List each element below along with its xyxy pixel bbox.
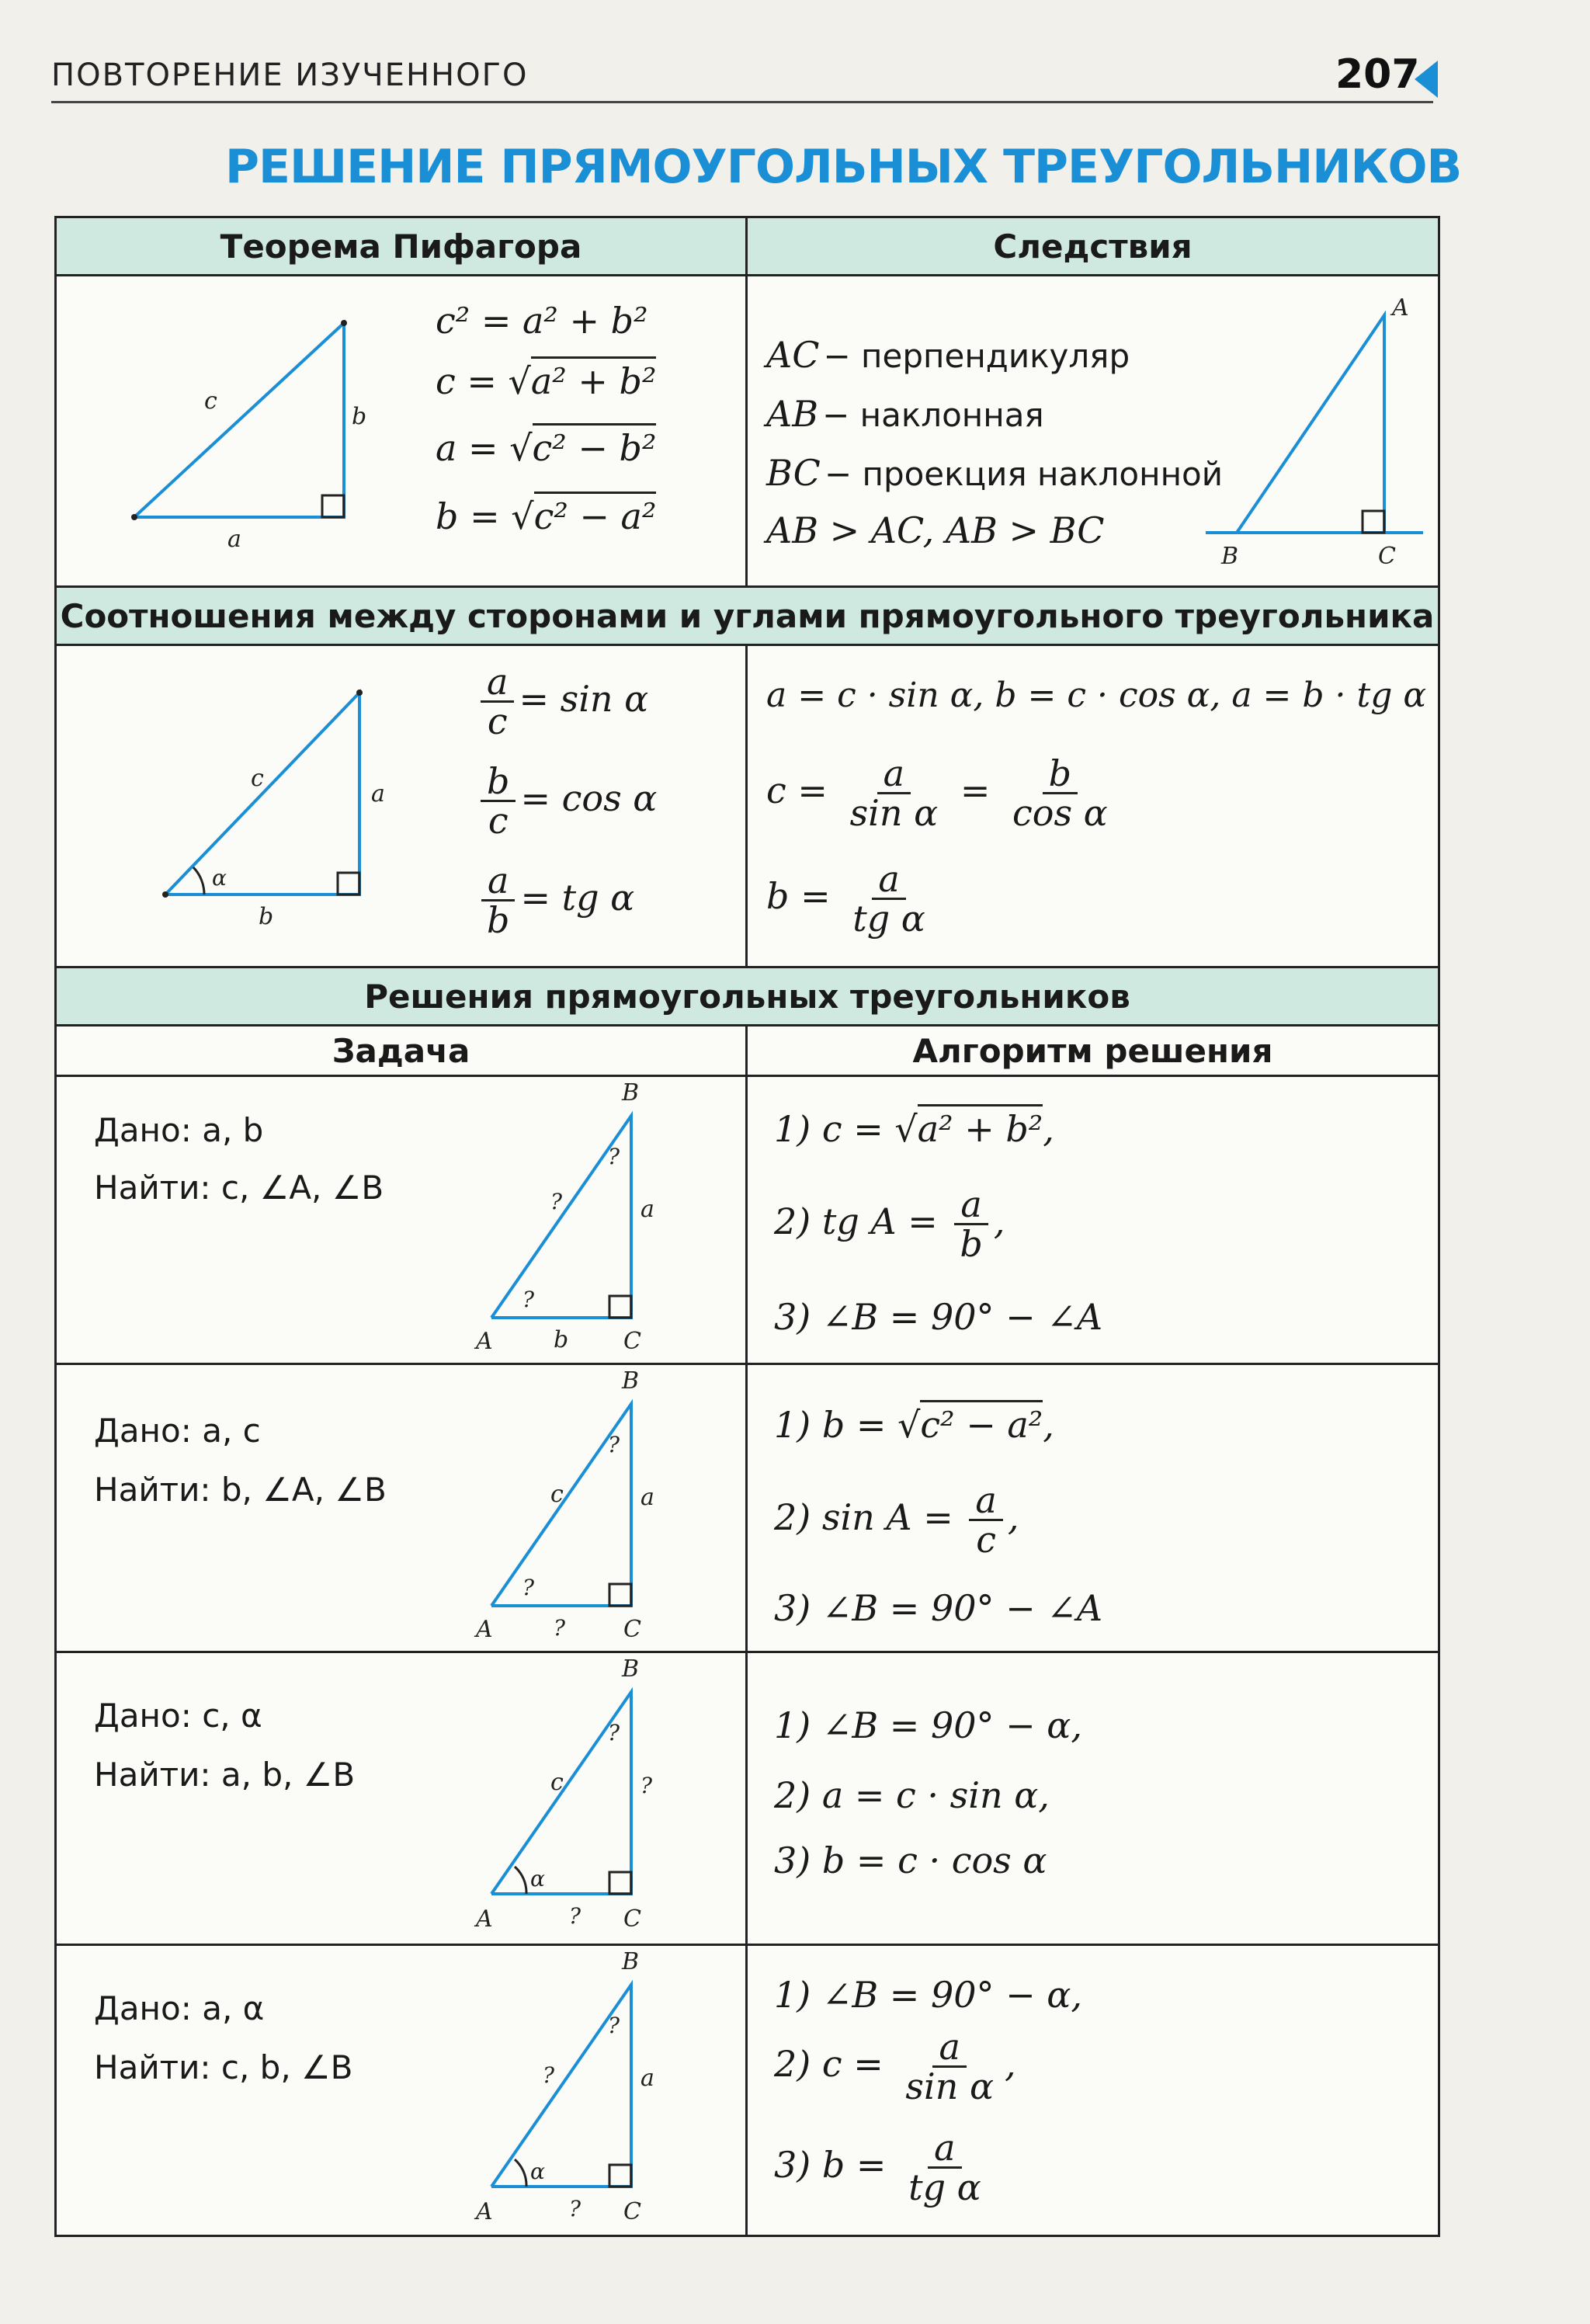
- corollaries-cell: [747, 276, 1439, 587]
- relations-left-cell: [56, 645, 747, 967]
- algo-row-4: [747, 1945, 1439, 2236]
- svg-text:?: ?: [522, 1575, 535, 1600]
- algo-3-step-2: 2) a = c · sin α,: [774, 1774, 1050, 1816]
- tri-label-C: C: [1378, 543, 1396, 570]
- relation-c: c = $\frac{a}{\text{sin α}}$ = $\frac{b}{\text{cos α}}$: [766, 752, 1108, 835]
- task-row-4: [56, 1945, 747, 2236]
- algo-2-step-2: 2) sin A = $\frac{a}{c}$ ,: [774, 1479, 1019, 1561]
- relations-triangle: [150, 669, 398, 933]
- corollary-3: BC − проекция наклонной: [766, 452, 1224, 494]
- svg-text:C: C: [623, 1328, 641, 1355]
- svg-text:A: A: [476, 1905, 493, 1933]
- svg-text:?: ?: [569, 1903, 581, 1929]
- svg-text:C: C: [623, 1616, 641, 1643]
- relations-right-cell: [747, 645, 1439, 967]
- corollary-4: AB > AC, AB > BC: [766, 509, 1105, 551]
- page-number: 207: [1335, 51, 1420, 98]
- find-4: Найти: c, b, ∠B: [94, 2048, 353, 2086]
- svg-text:?: ?: [608, 1432, 620, 1457]
- relation-1: $\frac{a}{c}$ = sin α: [476, 663, 648, 741]
- svg-text:?: ?: [608, 1144, 620, 1169]
- svg-text:C: C: [623, 2198, 641, 2225]
- corollary-1: AC − перпендикуляр: [766, 334, 1130, 376]
- tri-label-B: B: [1221, 543, 1239, 570]
- task-triangle-3: [398, 1653, 653, 1944]
- algo-4-step-1: 1) ∠B = 90° − α,: [774, 1974, 1082, 2016]
- task-row-2: [56, 1364, 747, 1652]
- corollaries-triangle: [1198, 292, 1431, 579]
- algo-1-step-1: 1) c = √a² + b²,: [774, 1108, 1054, 1150]
- svg-text:B: B: [622, 1655, 640, 1683]
- corollaries-heading: Следствия: [747, 217, 1439, 276]
- algo-4-step-2: 2) c = $\frac{a}{\text{sin α}}$ ,: [774, 2026, 1016, 2108]
- task-triangle-2: [398, 1365, 654, 1651]
- pythagoras-formula-4: b = √c² − a²: [436, 495, 656, 537]
- svg-text:a: a: [641, 2065, 654, 2092]
- pythagoras-triangle: [119, 307, 367, 556]
- page-marker-icon: [1415, 61, 1438, 98]
- solutions-heading: Решения прямоугольных треугольников: [56, 967, 1439, 1026]
- algo-3-step-1: 1) ∠B = 90° − α,: [774, 1704, 1082, 1746]
- svg-text:?: ?: [522, 1287, 535, 1312]
- algo-2-step-1: 1) b = √c² − a²,: [774, 1404, 1054, 1446]
- svg-text:a: a: [641, 1484, 654, 1511]
- page-title: РЕШЕНИЕ ПРЯМОУГОЛЬНЫХ ТРЕУГОЛЬНИКОВ: [225, 140, 1462, 194]
- tri-label-a: a: [227, 526, 241, 553]
- svg-text:A: A: [476, 1328, 493, 1355]
- algo-3-step-3: 3) b = c · cos α: [774, 1839, 1047, 1881]
- pythagoras-formula-1: c² = a² + b²: [436, 300, 648, 342]
- tri-label-a: a: [371, 780, 385, 808]
- relations-heading: Соотношения между сторонами и углами прямоугольного треугольника: [56, 587, 1439, 645]
- pythagoras-heading: Теорема Пифагора: [56, 217, 747, 276]
- find-2: Найти: b, ∠A, ∠B: [94, 1471, 387, 1509]
- algo-2-step-3: 3) ∠B = 90° − ∠A: [774, 1587, 1103, 1629]
- pythagoras-formula-3: a = √c² − b²: [436, 427, 656, 469]
- task-triangle-1: [398, 1077, 654, 1363]
- given-2: Дано: a, c: [94, 1412, 261, 1450]
- svg-text:B: B: [622, 1948, 640, 1975]
- pythagoras-cell: [56, 276, 747, 587]
- tri-label-b: b: [352, 403, 367, 430]
- svg-text:a: a: [641, 1196, 654, 1223]
- summary-table: [54, 216, 1440, 2237]
- tri-label-b: b: [259, 903, 274, 930]
- algo-4-step-3: 3) b = $\frac{a}{\text{tg α}}$: [774, 2127, 981, 2209]
- given-3: Дано: c, α: [94, 1697, 262, 1735]
- algo-1-step-3: 3) ∠B = 90° − ∠A: [774, 1296, 1103, 1338]
- svg-text:B: B: [622, 1367, 640, 1395]
- relation-2: $\frac{b}{c}$ = cos α: [476, 763, 657, 840]
- svg-text:A: A: [476, 1616, 493, 1643]
- relation-products: a = c · sin α, b = c · cos α, a = b · tg α: [766, 676, 1427, 715]
- svg-text:α: α: [530, 2159, 545, 2184]
- task-row-3: [56, 1652, 747, 1945]
- find-3: Найти: a, b, ∠B: [94, 1756, 356, 1794]
- algo-1-step-2: 2) tg A = $\frac{a}{b}$ ,: [774, 1183, 1005, 1266]
- svg-text:c: c: [550, 1769, 564, 1796]
- svg-text:?: ?: [608, 1720, 620, 1746]
- svg-text:?: ?: [554, 1615, 566, 1641]
- given-4: Дано: a, α: [94, 1989, 265, 2027]
- tri-label-alpha: α: [212, 865, 227, 891]
- svg-text:?: ?: [608, 2013, 620, 2038]
- svg-text:b: b: [554, 1326, 569, 1353]
- find-1: Найти: c, ∠A, ∠B: [94, 1169, 384, 1207]
- svg-text:?: ?: [569, 2196, 581, 2222]
- task-triangle-4: [398, 1946, 654, 2235]
- svg-text:B: B: [622, 1079, 640, 1106]
- pythagoras-formula-2: c = √a² + b²: [436, 360, 656, 402]
- svg-text:?: ?: [550, 1189, 563, 1214]
- relation-3: $\frac{a}{b}$ = tg α: [476, 862, 634, 940]
- svg-text:?: ?: [641, 1773, 653, 1798]
- col-algo-heading: Алгоритм решения: [747, 1026, 1439, 1076]
- relation-b: b = $\frac{a}{\text{tg α}}$: [766, 858, 925, 940]
- tri-label-A: A: [1392, 294, 1409, 321]
- tri-label-c: c: [204, 387, 217, 415]
- task-row-1: [56, 1076, 747, 1364]
- svg-text:C: C: [623, 1905, 641, 1933]
- algo-row-2: [747, 1364, 1439, 1652]
- svg-text:c: c: [550, 1481, 564, 1508]
- algo-row-1: [747, 1076, 1439, 1364]
- header-rule: [51, 101, 1433, 103]
- tri-label-c: c: [251, 765, 264, 792]
- given-1: Дано: a, b: [94, 1111, 264, 1149]
- algo-row-3: [747, 1652, 1439, 1945]
- svg-text:?: ?: [543, 2062, 555, 2088]
- running-head: ПОВТОРЕНИЕ ИЗУЧЕННОГО: [51, 57, 529, 93]
- svg-text:A: A: [476, 2198, 493, 2225]
- svg-text:α: α: [530, 1866, 545, 1892]
- col-task-heading: Задача: [56, 1026, 747, 1076]
- corollary-2: AB − наклонная: [766, 393, 1044, 435]
